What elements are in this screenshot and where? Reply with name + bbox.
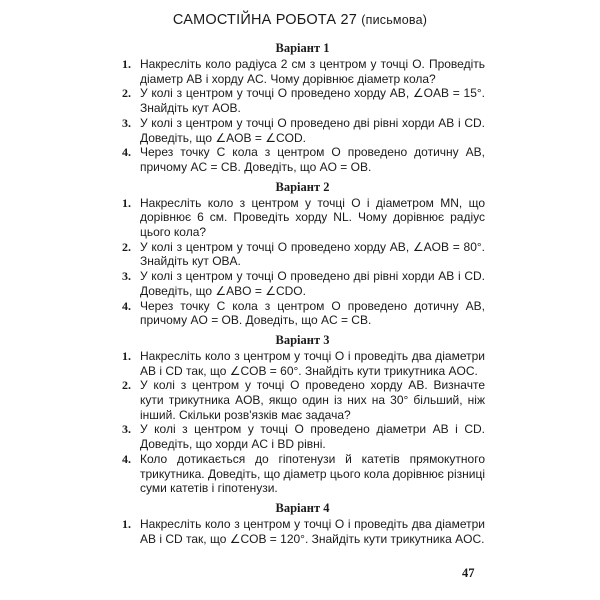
- task-text: Через точку C кола з центром O проведено дотичну AB, причому AO = OB. Доведіть, що AC = CB.: [140, 298, 485, 328]
- variant-section: [120, 332, 485, 496]
- variant-title: Варіант 1: [275, 41, 330, 55]
- variant-section: [120, 500, 485, 546]
- task-item: [120, 269, 485, 298]
- variant-title: Варіант 3: [275, 332, 330, 347]
- variant-title: Варіант 4: [275, 500, 330, 515]
- variants-container: [120, 40, 485, 546]
- task-item: [120, 349, 485, 378]
- task-number: 3.: [122, 422, 131, 437]
- page-number: 47: [462, 566, 475, 580]
- task-text: У колі з центром у точці O проведено хорду AB, ∠AOB = 80°. Знайдіть кут OBA.: [140, 239, 485, 269]
- task-item: [120, 517, 485, 546]
- task-list: [120, 517, 485, 546]
- task-item: [120, 452, 485, 496]
- task-number: 3.: [122, 269, 131, 284]
- task-number: 1.: [122, 195, 131, 210]
- task-text: У колі з центром у точці O проведено діаметри AB і CD. Доведіть, що хорди AC і BD рівні.: [140, 422, 485, 452]
- title-subtitle: (письмова): [361, 13, 428, 27]
- task-item: [120, 378, 485, 422]
- task-number: 1.: [122, 57, 131, 71]
- task-text: Накресліть коло з центром у точці O і проведіть два діаметри AB і CD так, що ∠COB = 120°. Знайдіть кути трикутника AOC.: [140, 516, 485, 546]
- task-item: [120, 116, 485, 145]
- task-number: 1.: [122, 516, 131, 531]
- task-item: [120, 145, 485, 174]
- task-number: 4.: [122, 451, 131, 466]
- task-text: Через точку C кола з центром O проведено дотичну AB, причому AC = CB. Доведіть, що AO = OB.: [140, 145, 485, 174]
- variant-section: [120, 40, 485, 175]
- task-text: Накресліть коло з центром у точці O і діаметром MN, що дорівнює 6 см. Проведіть хорду NL. Чому дорівнює радіус цього кола?: [140, 195, 485, 240]
- variant-section: [120, 179, 485, 328]
- task-text: У колі з центром у точці O проведено дві рівні хорди AB і CD. Доведіть, що ∠ABO = ∠CDO.: [140, 269, 485, 298]
- task-item: [120, 422, 485, 451]
- task-number: 1.: [122, 348, 131, 363]
- variants-list: [120, 40, 485, 546]
- task-number: 2.: [122, 86, 131, 101]
- task-item: [120, 57, 485, 86]
- task-text: У колі з центром у точці O проведено хорду AB. Визначте кути трикутника AOB, якщо один із них на 30° більший, ніж інший. Скільки розв'язків має задача?: [140, 378, 485, 422]
- task-text: У колі з центром у точці O проведено дві рівні хорди AB і CD. Доведіть, що ∠AOB = ∠COD.: [140, 115, 485, 145]
- task-number: 4.: [122, 298, 131, 313]
- task-list: [120, 349, 485, 496]
- task-item: [120, 299, 485, 328]
- task-number: 2.: [122, 378, 131, 393]
- variant-title: Варіант 2: [275, 179, 330, 194]
- page-title: [0, 12, 600, 28]
- task-list: [120, 57, 485, 175]
- task-number: 3.: [122, 115, 131, 130]
- task-item: [120, 86, 485, 115]
- task-text: Накресліть коло з центром у точці O і проведіть два діаметри AB і CD так, що ∠COB = 60°. Знайдіть кути трикутника AOC.: [140, 348, 485, 378]
- title-main: САМОСТІЙНА РОБОТА 27: [172, 12, 358, 28]
- task-text: Коло дотикається до гіпотенузи й катетів прямокутного трикутника. Доведіть, що діаметр цього кола дорівнює різниці суми катетів і гіпотенузи.: [140, 451, 485, 496]
- task-text: Накресліть коло радіуса 2 см з центром у точці O. Проведіть діаметр AB і хорду AC. Чому дорівнює діаметр кола?: [140, 57, 485, 86]
- task-item: [120, 196, 485, 240]
- task-number: 2.: [122, 239, 131, 254]
- task-number: 4.: [122, 145, 131, 160]
- task-item: [120, 240, 485, 269]
- task-text: У колі з центром у точці O проведено хорду AB, ∠OAB = 15°. Знайдіть кут AOB.: [140, 86, 485, 116]
- task-list: [120, 196, 485, 328]
